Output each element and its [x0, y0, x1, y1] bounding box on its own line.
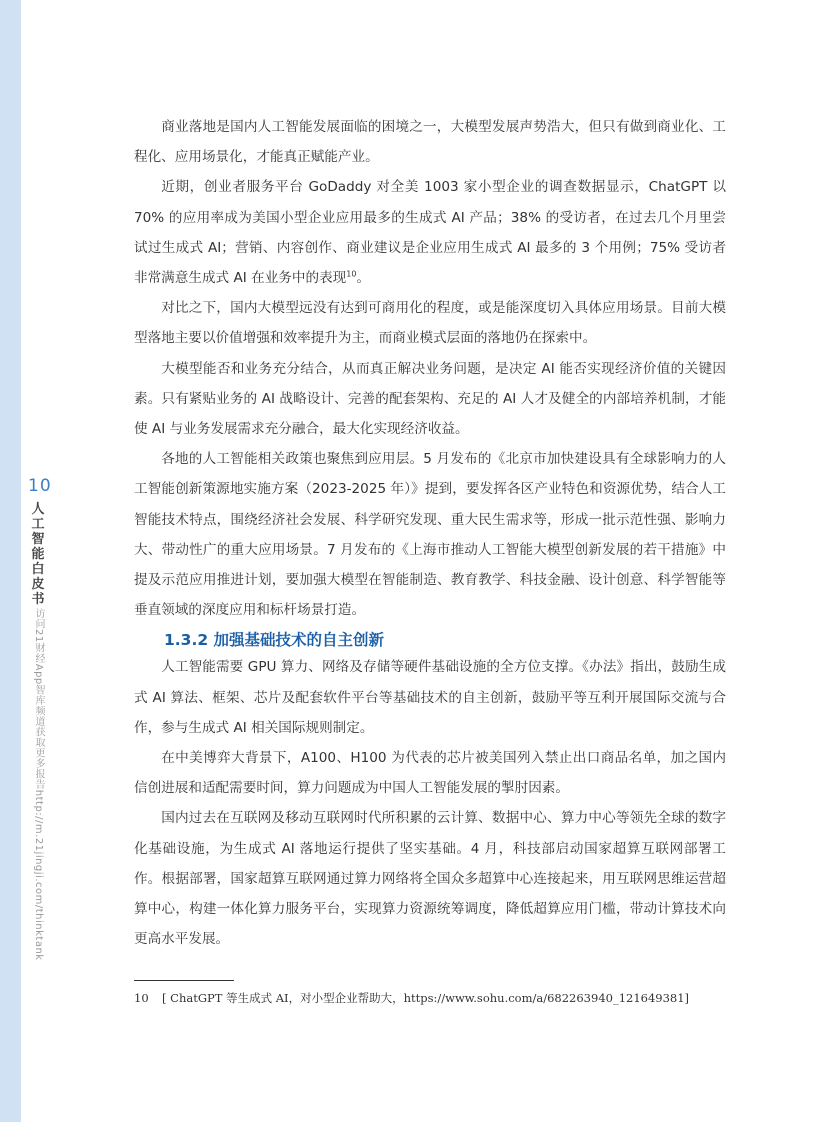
paragraph-supercomputing: 国内过去在互联网及移动互联网时代所积累的云计算、数据中心、算力中心等领先全球的数字化基础设施，为生成式 AI 落地运行提供了坚实基础。4 月，科技部启动国家超算互联网部署工作。根据部署，国家超算互联网通过算力网络将全国众多超算中心连接起来，用互联网思维运营超算中心，构建一体化算力服务平台，实现算力资源统筹调度，降低超算应用门槛，带动计算技术向更高水平发展。	[134, 810, 726, 948]
promo-text: 访问21财经App智库频道获取更多报告http://m.21jingji.com/thinktank	[33, 608, 44, 961]
footnote-divider	[134, 980, 234, 981]
paragraph-local-policies: 各地的人工智能相关政策也聚焦到应用层。5 月发布的《北京市加快建设具有全球影响力的人工智能创新策源地实施方案（2023-2025 年）》提到，要发挥各区产业特色和资源优势，结合人工智能技术特点，围绕经济社会发展、科学研究发现、重大民生需求等，形成一批示范性强、影响力大、带动性广的重大应用场景。7 月发布的《上海市推动人工智能大模型创新发展的若干措施》中提及示范应用推进计划，要加强大模型在智能制造、教育教学、科技金融、设计创意、科学智能等垂直领域的深度应用和标杆场景打造。	[134, 451, 726, 619]
paragraph-chip-restriction: 在中美博弈大背景下，A100、H100 为代表的芯片被美国列入禁止出口商品名单，加之国内信创进展和适配需要时间，算力问题成为中国人工智能发展的掣肘因素。	[134, 750, 726, 797]
footnote	[134, 990, 734, 1006]
footnote-text[interactable]: [ ChatGPT 等生成式 AI，对小型企业帮助大，https://www.sohu.com/a/682263940_121649381]	[162, 991, 690, 1005]
section-heading: 1.3.2 加强基础技术的自主创新	[164, 631, 385, 650]
paragraph-gpu-infrastructure: 人工智能需要 GPU 算力、网络及存储等硬件基础设施的全方位支撑。《办法》指出，鼓励生成式 AI 算法、框架、芯片及配套软件平台等基础技术的自主创新，鼓励平等互利开展国际交流与合作，参与生成式 AI 相关国际规则制定。	[134, 659, 726, 736]
paragraph-domestic-comparison: 对比之下，国内大模型远没有达到可商用化的程度，或是能深度切入具体应用场景。目前大模型落地主要以价值增强和效率提升为主，而商业模式层面的落地仍在探索中。	[134, 300, 726, 347]
paragraph-godaddy-survey	[134, 172, 726, 293]
footnote-number: 10	[134, 991, 149, 1005]
paragraph-godaddy-end: 。	[356, 270, 371, 287]
main-content	[134, 112, 726, 954]
paragraph-godaddy-text: 近期，创业者服务平台 GoDaddy 对全美 1003 家小型企业的调查数据显示，ChatGPT 以 70% 的应用率成为美国小型企业应用最多的生成式 AI 产品；38% 的受访者，在过去几个月里尝试过生成式 AI；营销、内容创作、商业建议是企业应用生成式 AI 最多的 3 个用例；75% 受访者非常满意生成式 AI 在业务中的表现	[134, 179, 726, 287]
side-color-strip	[0, 0, 21, 1122]
footnote-reference[interactable]: 10	[346, 269, 357, 279]
paragraph-business-integration: 大模型能否和业务充分结合，从而真正解决业务问题，是决定 AI 能否实现经济价值的关键因素。只有紧贴业务的 AI 战略设计、完善的配套架构、充足的 AI 人才及健全的内部培养机制，才能使 AI 与业务发展需求充分融合，最大化实现经济收益。	[134, 360, 726, 438]
paragraph-commercialization: 商业落地是国内人工智能发展面临的困境之一，大模型发展声势浩大，但只有做到商业化、工程化、应用场景化，才能真正赋能产业。	[134, 119, 726, 166]
page-number: 10	[28, 476, 52, 496]
book-title: 人工智能白皮书	[31, 502, 45, 607]
